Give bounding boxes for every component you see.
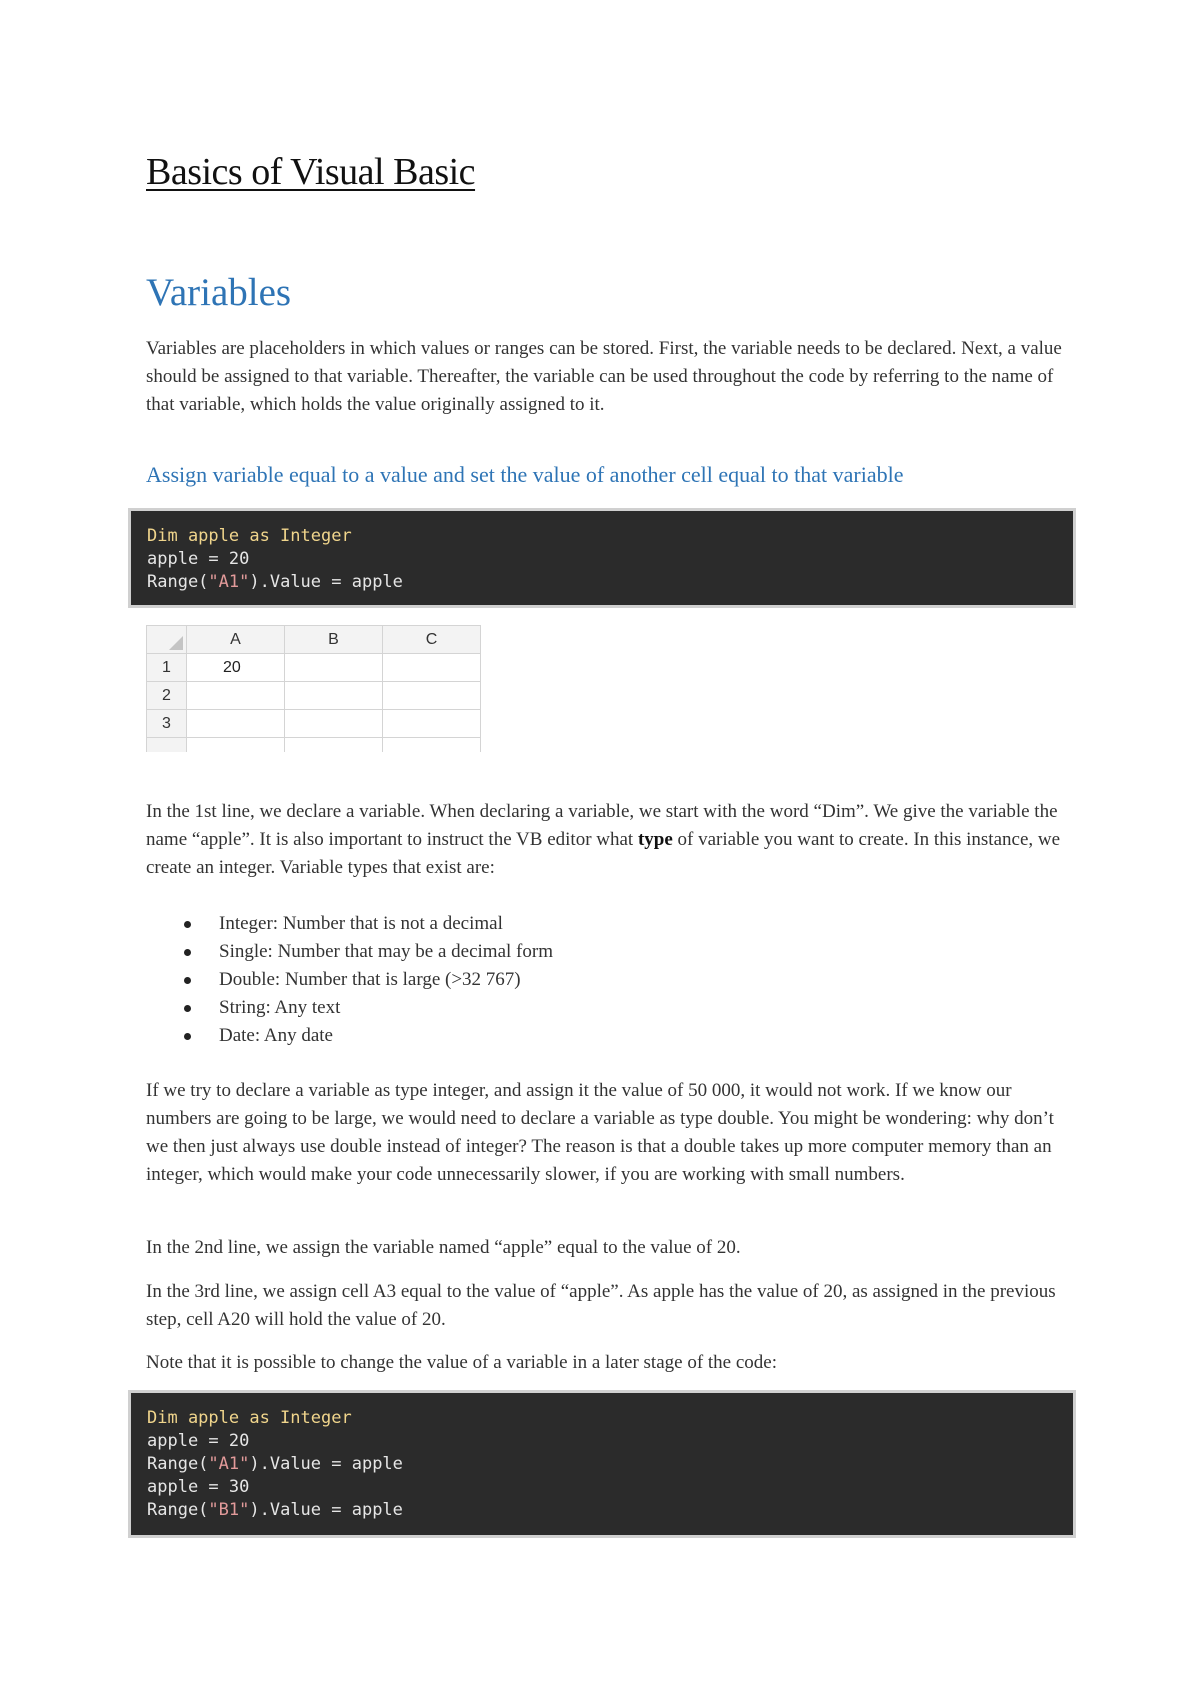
- code-text: Range(: [147, 572, 209, 592]
- select-all-corner[interactable]: [147, 626, 187, 654]
- spreadsheet-grid: [146, 625, 481, 752]
- bullet-icon: [184, 1005, 191, 1012]
- list-item-text: String: Any text: [219, 997, 341, 1018]
- cell-a2[interactable]: [187, 682, 285, 710]
- paragraph-note: Note that it is possible to change the value of a variable in a later stage of the code:: [146, 1352, 777, 1373]
- intro-paragraph: Variables are placeholders in which values or ranges can be stored. First, the variable needs to be declared. Next, a value should be assigned to that variable. Thereafter, the variable can be used throughout the code by referring to the name of that variable, which holds the value originally assigned to it.: [146, 338, 1062, 415]
- row-header-3[interactable]: 3: [147, 710, 187, 738]
- bullet-icon: [184, 949, 191, 956]
- subheading-assign-variable: Assign variable equal to a value and set the value of another cell equal to that variable: [146, 462, 904, 487]
- column-header-a[interactable]: A: [187, 626, 285, 654]
- code-line: [147, 1499, 1057, 1522]
- column-header-b[interactable]: B: [285, 626, 383, 654]
- spreadsheet-header-row: [147, 626, 481, 654]
- list-item: [146, 910, 553, 938]
- spreadsheet-row: [147, 710, 481, 738]
- list-item-text: Integer: Number that is not a decimal: [219, 913, 503, 934]
- paragraph-text: of variable you want to create. In this instance, we create an integer. Variable types that exist are:: [146, 829, 1061, 878]
- code-line: [147, 571, 1057, 594]
- cell-c2[interactable]: [383, 682, 481, 710]
- paragraph-line-3: In the 3rd line, we assign cell A3 equal to the value of “apple”. As apple has the value of 20, as assigned in the previous step, cell A20 will hold the value of 20.: [146, 1281, 1056, 1330]
- paragraph-line-2: In the 2nd line, we assign the variable named “apple” equal to the value of 20.: [146, 1237, 741, 1258]
- code-line: apple = 20: [147, 1431, 250, 1451]
- bullet-icon: [184, 921, 191, 928]
- list-item-text: Double: Number that is large (>32 767): [219, 969, 521, 990]
- variable-types-list: [146, 910, 553, 1050]
- cell-b4[interactable]: [285, 738, 383, 753]
- row-header-2[interactable]: 2: [147, 682, 187, 710]
- spreadsheet-snippet: [146, 625, 486, 752]
- list-item: [146, 966, 553, 994]
- cell-a3[interactable]: [187, 710, 285, 738]
- row-header-1[interactable]: 1: [147, 654, 187, 682]
- list-item-text: Date: Any date: [219, 1025, 333, 1046]
- code-text: Range(: [147, 1500, 209, 1520]
- row-header-4[interactable]: [147, 738, 187, 753]
- paragraph-text: In the 1st line, we declare a variable. When declaring a variable, we start with the word “Dim”. We give the variable the name “apple”. It is also important to instruct the VB editor what: [146, 801, 1058, 850]
- code-text: ).Value = apple: [249, 1454, 403, 1474]
- cell-c4[interactable]: [383, 738, 481, 753]
- list-item: [146, 938, 553, 966]
- cell-c3[interactable]: [383, 710, 481, 738]
- cell-b3[interactable]: [285, 710, 383, 738]
- bullet-icon: [184, 977, 191, 984]
- cell-a4[interactable]: [187, 738, 285, 753]
- section-heading-variables: Variables: [146, 271, 292, 314]
- cell-c1[interactable]: [383, 654, 481, 682]
- document-title: Basics of Visual Basic: [146, 151, 476, 193]
- code-keyword: Dim apple as Integer: [147, 526, 352, 546]
- column-header-c[interactable]: C: [383, 626, 481, 654]
- code-keyword: Dim apple as Integer: [147, 1408, 352, 1428]
- code-block-2: [128, 1390, 1076, 1538]
- code-line: [147, 525, 1057, 548]
- cell-b1[interactable]: [285, 654, 383, 682]
- cell-b2[interactable]: [285, 682, 383, 710]
- code-line: [147, 1407, 1057, 1430]
- code-line: apple = 20: [147, 549, 250, 569]
- code-text: ).Value = apple: [249, 572, 403, 592]
- code-string: "A1": [208, 1454, 250, 1474]
- list-item: [146, 994, 553, 1022]
- code-line: apple = 30: [147, 1477, 250, 1497]
- list-item: [146, 1022, 553, 1050]
- paragraph-line-1-explanation: [146, 798, 1066, 882]
- spreadsheet-row-partial: [147, 738, 481, 753]
- code-line: [147, 1453, 1057, 1476]
- spreadsheet-row: [147, 682, 481, 710]
- code-block-1: [128, 508, 1076, 608]
- paragraph-integer-limit: If we try to declare a variable as type integer, and assign it the value of 50 000, it would not work. If we know our numbers are going to be large, we would need to declare a variable as type double. You might be wondering: why don’t we then just always use double instead of integer? The reason is that a double takes up more computer memory than an integer, which would make your code unnecessarily slower, if you are working with small numbers.: [146, 1080, 1054, 1185]
- code-text: Range(: [147, 1454, 209, 1474]
- code-text: ).Value = apple: [249, 1500, 403, 1520]
- code-string: "B1": [208, 1500, 250, 1520]
- spreadsheet-row: [147, 654, 481, 682]
- bold-term-type: type: [637, 829, 673, 850]
- list-item-text: Single: Number that may be a decimal form: [219, 941, 553, 962]
- cell-a1[interactable]: 20: [187, 654, 285, 682]
- code-string: "A1": [208, 572, 250, 592]
- select-all-triangle-icon: [169, 636, 183, 650]
- bullet-icon: [184, 1033, 191, 1040]
